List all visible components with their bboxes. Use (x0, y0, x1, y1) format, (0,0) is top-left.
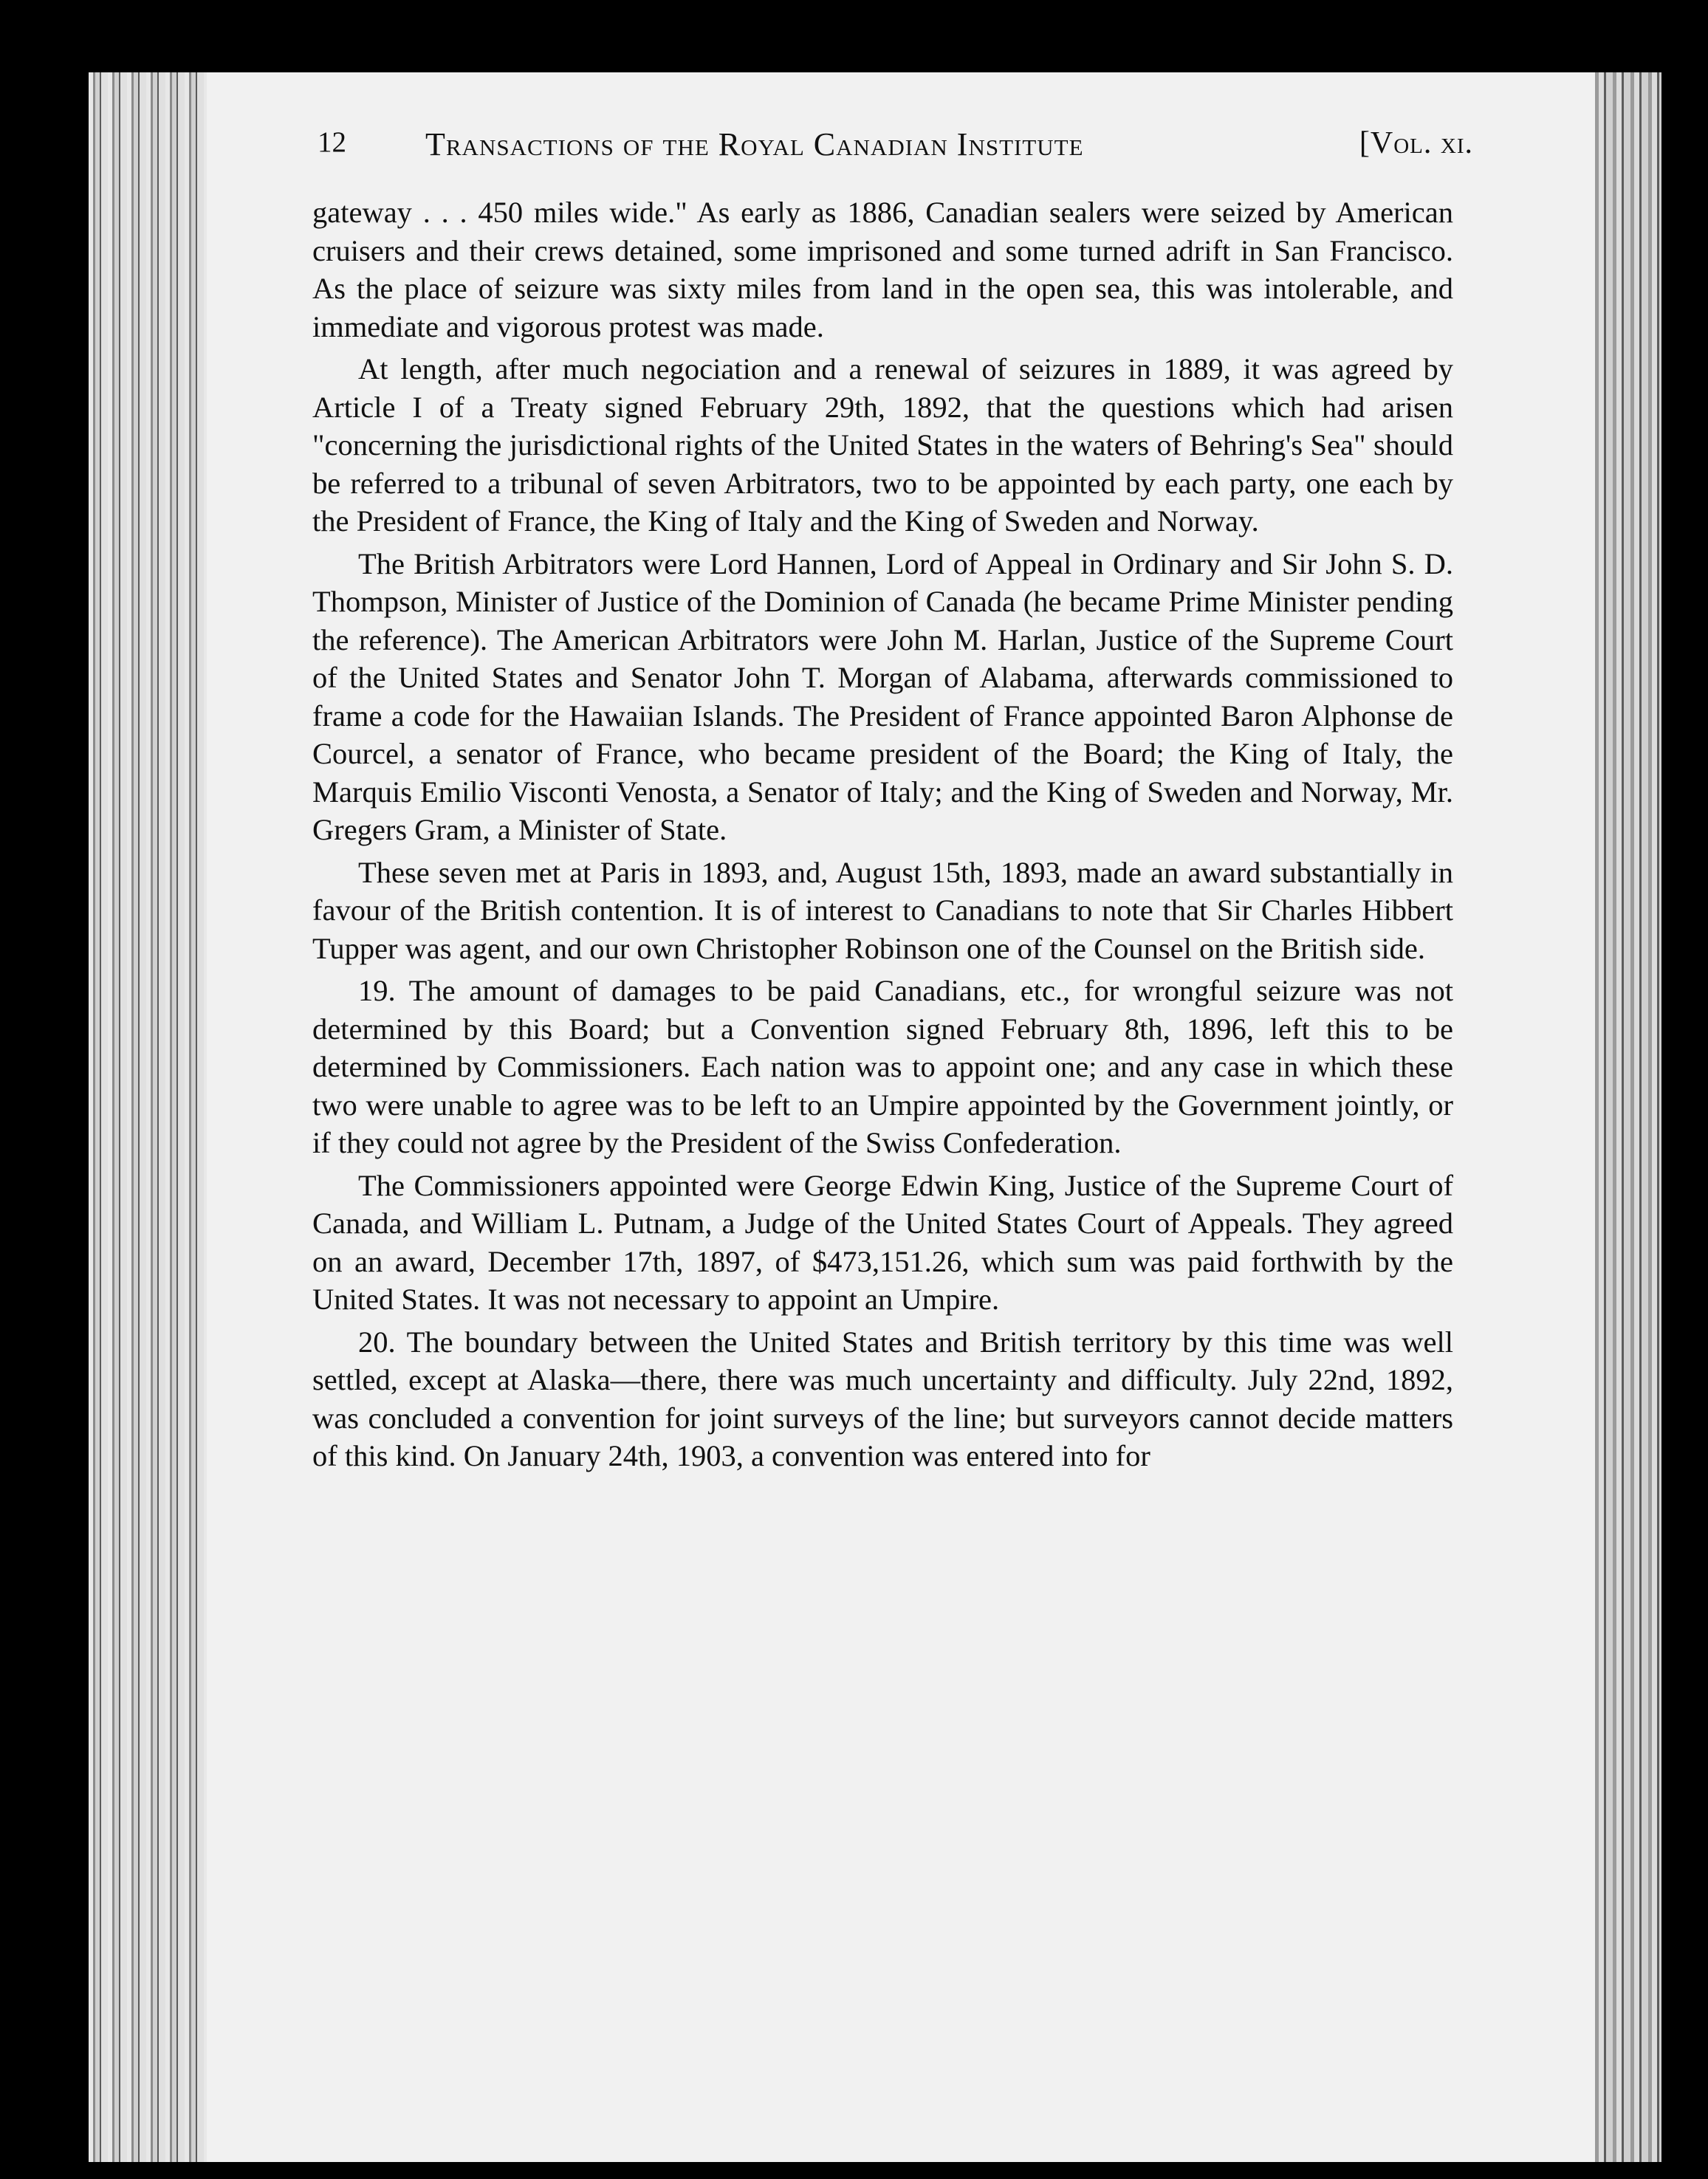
paragraph: gateway . . . 450 miles wide." As early as 1886, Canadian sealers were seized by American cruisers and their crews detained, some imprisoned and some turned adrift in San Francisco. As the place of seizure was sixty miles from land in the open sea, this was intolerable, and immediate and vigorous protest was made. (312, 196, 1453, 343)
paragraph: The Commissioners appointed were George Edwin King, Justice of the Supreme Court of Canada, and William L. Putnam, a Judge of the United States Court of Appeals. They agreed on an award, December 17th, 1897, of $473,151.26, which sum was paid forthwith by the United States. It was not necessary to appoint an Umpire. (312, 1168, 1453, 1316)
running-title: Transactions of the Royal Canadian Institute (425, 126, 1084, 162)
page-edge-left (89, 72, 207, 2162)
paragraph: 20. The boundary between the United States and British territory by this time was well settled, except at Alaska—there, there was much uncertainty and difficulty. July 22nd, 1892, was concluded a convention for joint surveys of the line; but surveyors cannot decide matters of this kind. On January 24th, 1903, a convention was entered into for (312, 1325, 1453, 1472)
paragraph: The British Arbitrators were Lord Hannen, Lord of Appeal in Ordinary and Sir John S. D. Thompson, Minister of Justice of the Dominion of Canada (he became Prime Minister pending the reference). The American Arbitrators were John M. Harlan, Justice of the Supreme Court of the United States and Senator John T. Morgan of Alabama, afterwards commissioned to frame a code for the Hawaiian Islands. The President of France appointed Baron Alphonse de Courcel, a senator of France, who became president of the Board; the King of Italy, the Marquis Emilio Visconti Venosta, a Senator of Italy; and the King of Sweden and Norway, Mr. Gregers Gram, a Minister of State. (312, 546, 1453, 846)
paragraph: These seven met at Paris in 1893, and, August 15th, 1893, made an award substantially in favour of the British contention. It is of interest to Canadians to note that Sir Charles Hibbert Tupper was agent, and our own Christopher Robinson one of the Counsel on the British side. (312, 855, 1453, 965)
body-text (312, 193, 1453, 1480)
paragraph: At length, after much negociation and a renewal of seizures in 1889, it was agreed by Article I of a Treaty signed February 29th, 1892, that the questions which had arisen "concerning the jurisdictional rights of the United States in the waters of Behring's Sea" should be referred to a tribunal of seven Arbitrators, two to be appointed by each party, one each by the President of France, the King of Italy and the King of Sweden and Norway. (312, 352, 1453, 538)
page-edge-right (1595, 72, 1661, 2162)
volume-label: [Vol. xi. (1359, 126, 1473, 160)
paragraph: 19. The amount of damages to be paid Canadians, etc., for wrongful seizure was not determined by this Board; but a Convention signed February 8th, 1896, left this to be determined by Commissioners. Each nation was to appoint one; and any case in which these two were unable to agree was to be left to an Umpire appointed by the Government jointly, or if they could not agree by the President of the Swiss Confederation. (312, 974, 1453, 1159)
page-number: 12 (318, 126, 346, 158)
